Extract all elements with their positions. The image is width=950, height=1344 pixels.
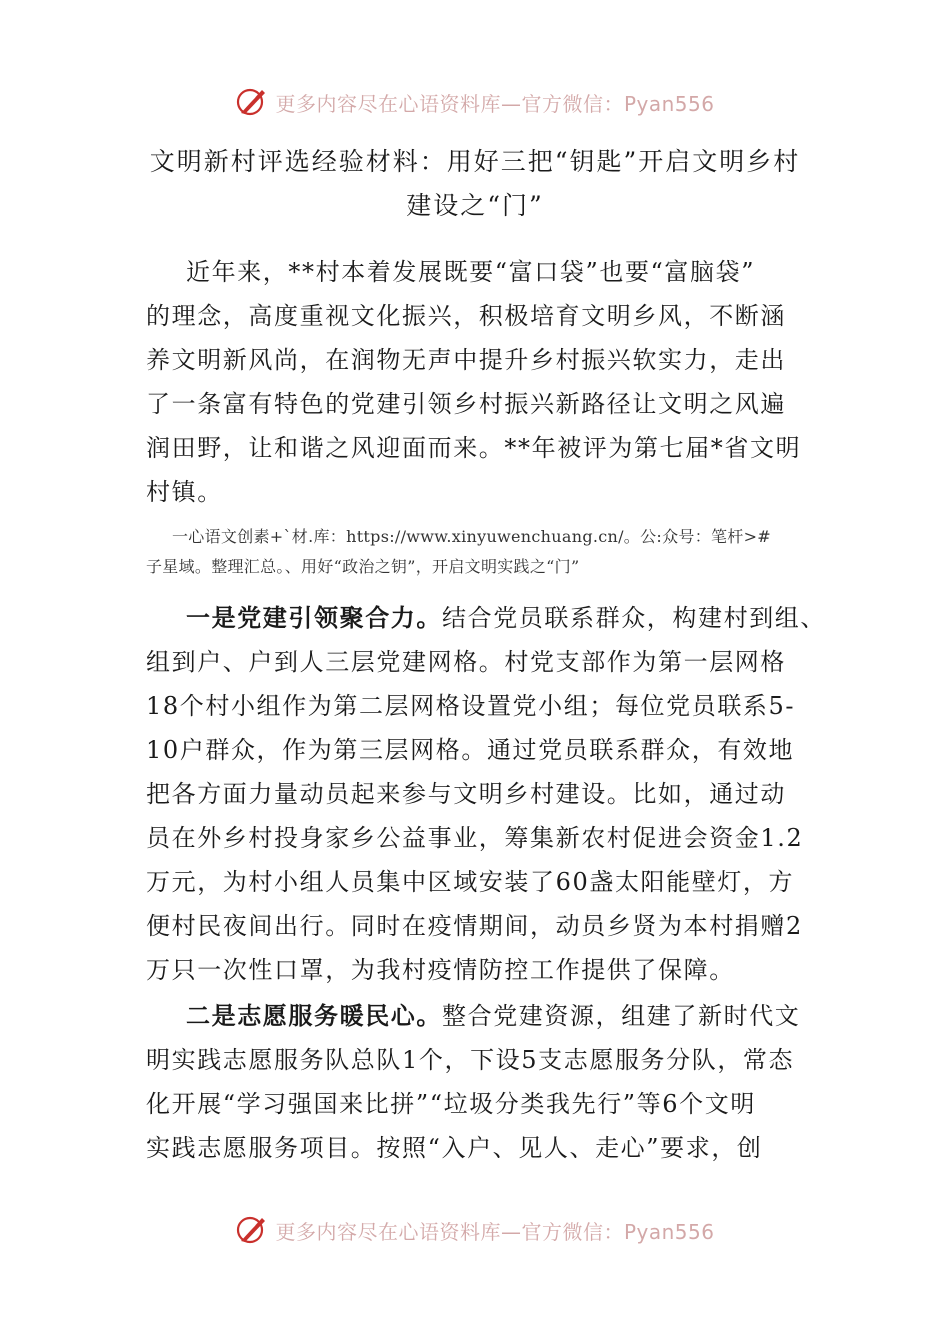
section-2-line: 化开展“学习强国来比拼”“垃圾分类我先行”等6个文明 <box>146 1090 756 1118</box>
section-1-line: 把各方面力量动员起来参与文明乡村建设。比如，通过动 <box>146 780 786 808</box>
intro-line: 润田野，让和谐之风迎面而来。**年被评为第七届*省文明 <box>146 434 802 462</box>
section-1-paragraph <box>146 596 826 992</box>
section-1-line: 万元，为村小组人员集中区域安装了60盏太阳能壁灯，方 <box>146 868 795 896</box>
quill-pen-logo-icon <box>235 1213 269 1247</box>
note-line: 子星域。整理汇总。、用好“政治之钥”，开启文明实践之“门” <box>146 557 580 576</box>
section-2-first-line <box>146 994 814 1038</box>
intro-line: 了一条富有特色的党建引领乡村振兴新路径让文明之风遍 <box>146 390 786 418</box>
section-1-line-rest: 结合党员联系群众，构建村到组、 <box>442 604 826 632</box>
section-1-line: 便村民夜间出行。同时在疫情期间，动员乡贤为本村捐赠2 <box>146 912 803 940</box>
intro-line: 村镇。 <box>146 478 223 506</box>
section-1-line: 18个村小组作为第二层网格设置党小组；每位党员联系5- <box>146 692 796 720</box>
document-title-line-2: 建设之“门” <box>406 191 544 220</box>
section-1-line: 10户群众，作为第三层网格。通过党员联系群众，有效地 <box>146 736 795 764</box>
section-1-line: 组到户、户到人三层党建网格。村党支部作为第一层网格 <box>146 648 786 676</box>
section-2-paragraph <box>146 994 814 1170</box>
source-note <box>146 522 826 582</box>
document-title-line-1: 文明新村评选经验材料：用好三把“钥匙”开启文明乡村 <box>149 147 801 176</box>
banner-text: 更多内容尽在心语资料库—官方微信：Pyan556 <box>275 91 715 116</box>
quill-pen-logo-icon <box>235 85 269 119</box>
note-line: 一心语文创素+`材.库：https://www.xinyuwenchuang.cn/。公:众号：笔杆># <box>172 527 772 546</box>
intro-paragraph <box>146 250 814 514</box>
intro-line: 的理念，高度重视文化振兴，积极培育文明乡风，不断涵 <box>146 302 786 330</box>
section-1-first-line <box>146 596 826 640</box>
section-1-heading: 一是党建引领聚合力。 <box>186 604 442 632</box>
banner-text: 更多内容尽在心语资料库—官方微信：Pyan556 <box>275 1219 715 1244</box>
header-banner <box>0 80 950 124</box>
intro-line: 养文明新风尚，在润物无声中提升乡村振兴软实力，走出 <box>146 346 786 374</box>
intro-line: 近年来，**村本着发展既要“富口袋”也要“富脑袋” <box>186 258 756 286</box>
section-2-heading: 二是志愿服务暖民心。 <box>186 1002 442 1030</box>
section-2-line-rest: 整合党建资源，组建了新时代文 <box>442 1002 801 1030</box>
section-1-line: 员在外乡村投身家乡公益事业，筹集新农村促进会资金1.2 <box>146 824 804 852</box>
section-2-line: 实践志愿服务项目。按照“入户、见人、走心”要求，创 <box>146 1134 763 1162</box>
footer-banner <box>0 1208 950 1252</box>
section-1-line: 万只一次性口罩，为我村疫情防控工作提供了保障。 <box>146 956 735 984</box>
section-2-line: 明实践志愿服务队总队1个，下设5支志愿服务分队，常态 <box>146 1046 795 1074</box>
